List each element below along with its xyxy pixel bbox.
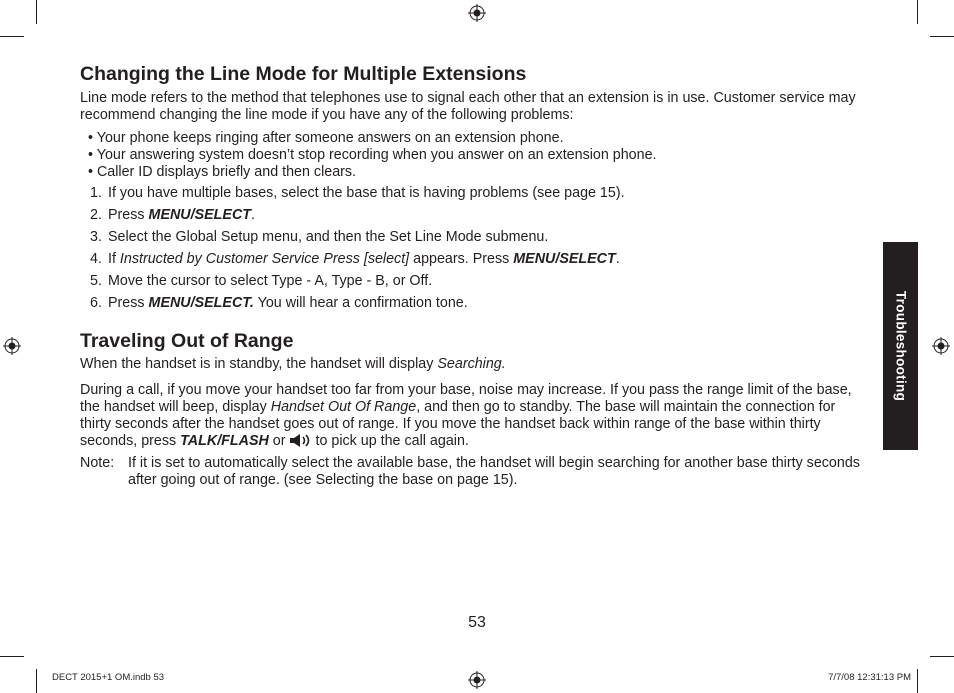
registration-mark-icon — [3, 337, 21, 355]
crop-mark — [930, 36, 954, 37]
section-title-line-mode: Changing the Line Mode for Multiple Extensions — [80, 63, 527, 85]
standby-paragraph: When the handset is in standby, the handset will display Searching. — [80, 356, 506, 372]
step-number: 1. — [90, 185, 102, 201]
step-number: 2. — [90, 207, 102, 223]
crop-mark — [917, 0, 918, 24]
side-tab-troubleshooting[interactable] — [883, 242, 918, 450]
step-number: 4. — [90, 251, 102, 267]
registration-mark-icon — [468, 671, 486, 689]
page-number: 53 — [468, 614, 486, 631]
key-name: MENU/SELECT. — [148, 295, 254, 311]
display-message: Searching. — [437, 356, 506, 372]
step-text: Move the cursor to select Type - A, Type - B, or Off. — [108, 273, 433, 289]
line-mode-intro: Line mode refers to the method that telephones use to signal each other that an extension is in use. Customer service may recommend changing the line mode if you have any of the following problems: — [80, 90, 856, 123]
list-item: • Your answering system doesn’t stop recording when you answer on an extension phone. — [88, 147, 657, 163]
step-text: Press MENU/SELECT. — [108, 207, 255, 223]
step-number: 5. — [90, 273, 102, 289]
registration-mark-icon — [468, 4, 486, 22]
crop-mark — [917, 669, 918, 693]
crop-mark — [0, 36, 24, 37]
step-item — [80, 229, 865, 246]
key-name: TALK/FLASH — [180, 433, 269, 449]
speaker-icon — [290, 434, 312, 447]
key-name: MENU/SELECT — [148, 207, 251, 223]
crop-mark — [36, 669, 37, 693]
step-list — [80, 185, 865, 312]
side-tab-label: Troubleshooting — [893, 290, 908, 402]
step-text: Press MENU/SELECT. You will hear a confirmation tone. — [108, 295, 468, 311]
during-call-paragraph: During a call, if you move your handset too far from your base, noise may increase. If you pass the range limit of the base, the handset will beep, display Handset Out Of Range, and then go to standby. The base will maintain the connection for thirty seconds after the handset goes out of range. If you move the handset back within range of the base within thirty seconds, press TALK/FLASH or to pick up the call again. — [80, 382, 852, 449]
step-item — [80, 295, 865, 312]
step-text: If Instructed by Customer Service Press [select] appears. Press MENU/SELECT. — [108, 251, 620, 267]
step-item — [80, 185, 865, 202]
crop-mark — [0, 656, 24, 657]
problem-list — [80, 130, 865, 181]
step-text: If you have multiple bases, select the base that is having problems (see page 15). — [108, 185, 625, 201]
crop-mark — [930, 656, 954, 657]
display-message: Handset Out Of Range — [270, 399, 417, 415]
list-item: • Your phone keeps ringing after someone answers on an extension phone. — [88, 130, 564, 146]
step-item — [80, 207, 865, 224]
note-block — [80, 455, 865, 489]
key-name: MENU/SELECT — [513, 251, 616, 267]
step-number: 6. — [90, 295, 102, 311]
note-label: Note: — [80, 455, 115, 471]
step-number: 3. — [90, 229, 102, 245]
crop-mark — [36, 0, 37, 24]
display-message: Instructed by Customer Service Press [select] — [119, 251, 410, 267]
footer-timestamp: 7/7/08 12:31:13 PM — [828, 672, 911, 683]
registration-mark-icon — [932, 337, 950, 355]
footer-file-info: DECT 2015+1 OM.indb 53 — [52, 672, 165, 683]
list-item: • Caller ID displays briefly and then clears. — [88, 164, 357, 180]
note-text: If it is set to automatically select the available base, the handset will begin searching for another base thirty seconds after going out of range. (see Selecting the base on page 15). — [128, 455, 860, 488]
page-content — [80, 62, 865, 489]
step-item — [80, 273, 865, 290]
step-item — [80, 251, 865, 268]
section-title-out-of-range: Traveling Out of Range — [80, 330, 294, 352]
step-text: Select the Global Setup menu, and then the Set Line Mode submenu. — [108, 229, 549, 245]
